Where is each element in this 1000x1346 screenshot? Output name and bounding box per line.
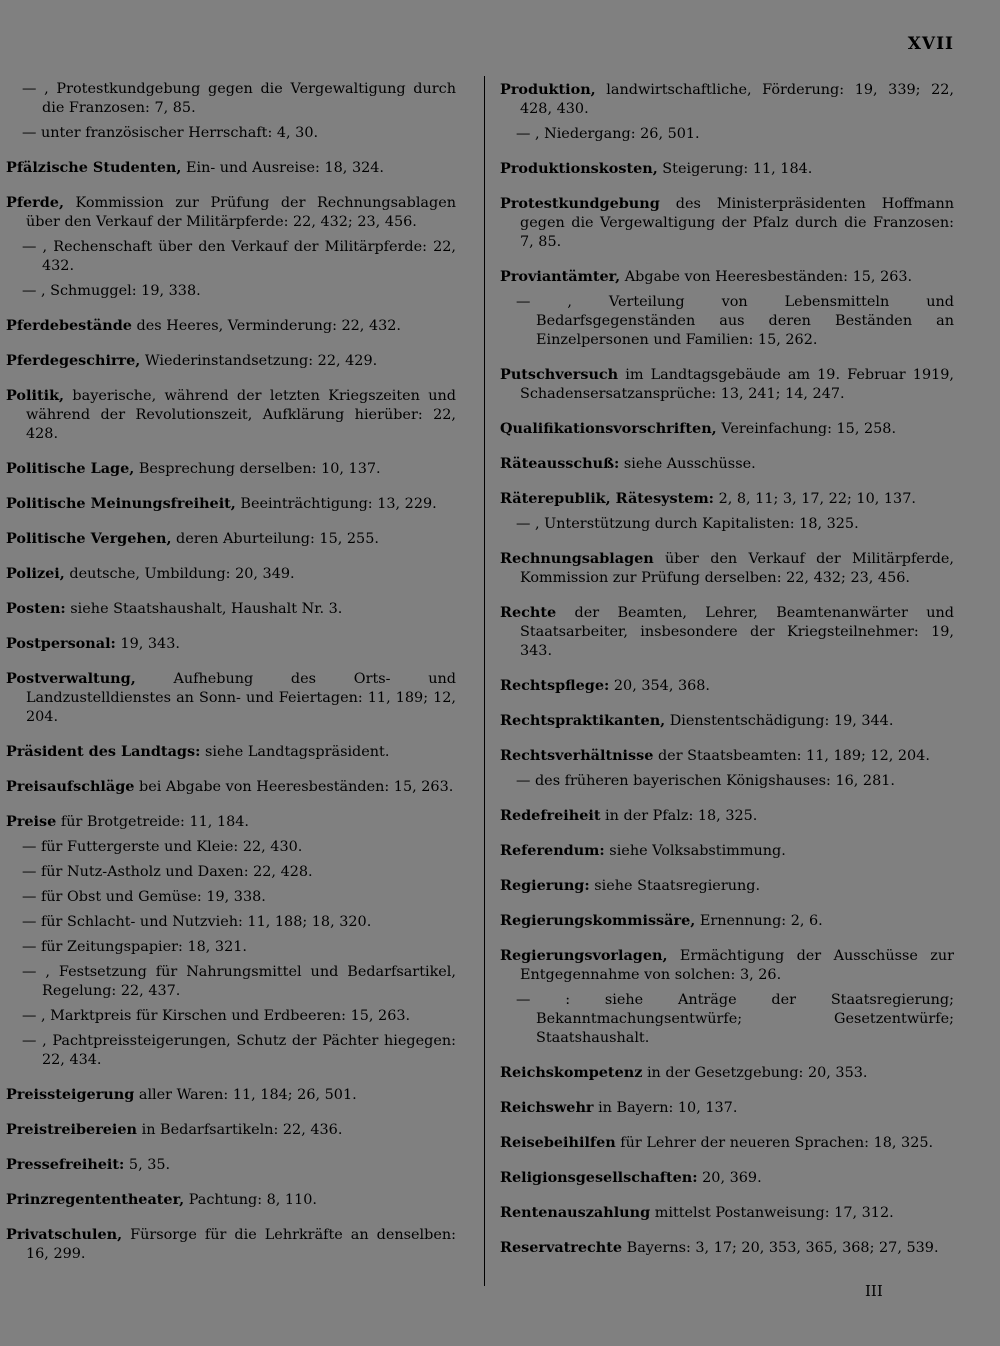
- entry-text: — , Pachtpreissteigerungen, Schutz der Pächter hiegegen: 22, 434.: [22, 1033, 456, 1068]
- index-entry: [6, 1085, 456, 1105]
- entry-text: Kommission zur Prüfung der Rechnungsablagen über den Verkauf der Militärpferde: 22, 432; 23, 456.: [26, 195, 456, 230]
- entry-text: — , Verteilung von Lebensmitteln und Bedarfsgegenständen aus deren Beständen an Einzelpersonen und Familien: 15, 262.: [516, 294, 954, 348]
- entry-text: Steigerung: 11, 184.: [657, 161, 813, 177]
- entry-headword: Polizei,: [6, 565, 65, 582]
- entry-text: Wiederinstandsetzung: 22, 429.: [140, 353, 378, 369]
- index-entry: [500, 841, 954, 861]
- page-number: XVII: [907, 34, 954, 54]
- index-entry: [6, 386, 456, 444]
- entry-text: 5, 35.: [124, 1157, 171, 1173]
- entry-text: Ernennung: 2, 6.: [695, 913, 823, 929]
- index-entry: [500, 80, 954, 119]
- index-entry: [6, 158, 456, 178]
- entry-headword: Regierungskommissäre,: [500, 912, 696, 929]
- index-entry: [6, 494, 456, 514]
- entry-text: deren Aburteilung: 15, 255.: [171, 531, 379, 547]
- entry-text: der Staatsbeamten: 11, 189; 12, 204.: [653, 748, 930, 764]
- entry-headword: Pfälzische Studenten,: [6, 159, 182, 176]
- entry-headword: Proviantämter,: [500, 268, 621, 285]
- entry-text: 19, 343.: [115, 636, 180, 652]
- index-subentry: [6, 80, 456, 118]
- entry-headword: Preistreibereien: [6, 1121, 138, 1138]
- index-entry: [500, 419, 954, 439]
- entry-text: siehe Volksabstimmung.: [604, 843, 786, 859]
- entry-headword: Preissteigerung: [6, 1086, 135, 1103]
- entry-text: Abgabe von Heeresbeständen: 15, 263.: [620, 269, 913, 285]
- index-entry: [6, 742, 456, 762]
- entry-headword: Reichswehr: [500, 1099, 594, 1116]
- index-entry: [500, 454, 954, 474]
- entry-text: über den Verkauf der Militärpferde, Kommission zur Prüfung derselben: 22, 432; 23, 456.: [520, 551, 954, 586]
- entry-text: — für Futtergerste und Kleie: 22, 430.: [22, 839, 303, 855]
- entry-headword: Prinzregententheater,: [6, 1191, 185, 1208]
- entry-text: Bayerns: 3, 17; 20, 353, 365, 368; 27, 539.: [622, 1240, 939, 1256]
- index-subentry: [6, 938, 456, 957]
- index-entry: [6, 529, 456, 549]
- entry-headword: Reservatrechte: [500, 1239, 623, 1256]
- index-entry: [6, 351, 456, 371]
- entry-headword: Reichskompetenz: [500, 1064, 643, 1081]
- index-entry: [500, 1133, 954, 1153]
- index-entry: [500, 267, 954, 287]
- index-entry: [500, 746, 954, 766]
- entry-headword: Rechtspflege:: [500, 677, 610, 694]
- entry-headword: Reisebeihilfen: [500, 1134, 616, 1151]
- entry-text: deutsche, Umbildung: 20, 349.: [64, 566, 295, 582]
- entry-text: — , Marktpreis für Kirschen und Erdbeeren: 15, 263.: [22, 1008, 411, 1024]
- entry-text: Ermächtigung der Ausschüsse zur Entgegennahme von solchen: 3, 26.: [520, 948, 954, 983]
- index-subentry: [500, 293, 954, 350]
- entry-text: siehe Ausschüsse.: [619, 456, 756, 472]
- index-subentry: [6, 863, 456, 882]
- entry-text: Pachtung: 8, 110.: [184, 1192, 317, 1208]
- index-subentry: [6, 963, 456, 1001]
- entry-text: siehe Staatsregierung.: [589, 878, 761, 894]
- entry-text: — , Schmuggel: 19, 338.: [22, 283, 201, 299]
- signature-mark: III: [865, 1282, 883, 1300]
- entry-text: für Lehrer der neueren Sprachen: 18, 325.: [615, 1135, 934, 1151]
- index-subentry: [6, 124, 456, 143]
- index-entry: [6, 316, 456, 336]
- entry-text: landwirtschaftliche, Förderung: 19, 339; 22, 428, 430.: [520, 82, 954, 117]
- index-entry: [6, 1225, 456, 1264]
- index-subentry: [6, 282, 456, 301]
- entry-headword: Postverwaltung,: [6, 670, 136, 687]
- entry-text: — , Niedergang: 26, 501.: [516, 126, 700, 142]
- index-entry: [6, 599, 456, 619]
- index-entry: [6, 634, 456, 654]
- entry-headword: Preise: [6, 813, 57, 830]
- entry-headword: Rechtsverhältnisse: [500, 747, 654, 764]
- entry-text: der Beamten, Lehrer, Beamtenanwärter und Staatsarbeiter, insbesondere der Kriegsteilnehmer: 19, 343.: [520, 605, 954, 659]
- entry-headword: Rechnungsablagen: [500, 550, 654, 567]
- entry-headword: Pferde,: [6, 194, 64, 211]
- entry-text: — , Protestkundgebung gegen die Vergewaltigung durch die Franzosen: 7, 85.: [22, 81, 456, 116]
- left-column: [6, 80, 456, 1264]
- index-entry: [500, 946, 954, 985]
- entry-headword: Politische Meinungsfreiheit,: [6, 495, 236, 512]
- column-divider: [484, 76, 485, 1286]
- index-entry: [500, 1238, 954, 1258]
- entry-headword: Produktion,: [500, 81, 596, 98]
- index-entry: [500, 603, 954, 661]
- entry-text: Besprechung derselben: 10, 137.: [134, 461, 381, 477]
- index-entry: [500, 911, 954, 931]
- entry-text: — , Unterstützung durch Kapitalisten: 18, 325.: [516, 516, 859, 532]
- entry-headword: Pferdebestände: [6, 317, 132, 334]
- entry-headword: Politische Lage,: [6, 460, 135, 477]
- entry-headword: Preisaufschläge: [6, 778, 135, 795]
- entry-headword: Referendum:: [500, 842, 605, 859]
- entry-text: des Heeres, Verminderung: 22, 432.: [131, 318, 401, 334]
- entry-text: 20, 369.: [697, 1170, 762, 1186]
- index-subentry: [6, 1032, 456, 1070]
- entry-headword: Putschversuch: [500, 366, 619, 383]
- entry-text: 20, 354, 368.: [609, 678, 711, 694]
- index-entry: [6, 564, 456, 584]
- entry-text: Fürsorge für die Lehrkräfte an denselben: 16, 299.: [26, 1227, 456, 1262]
- entry-text: bei Abgabe von Heeresbeständen: 15, 263.: [134, 779, 454, 795]
- index-subentry: [500, 125, 954, 144]
- right-column: [500, 80, 954, 1258]
- index-subentry: [6, 838, 456, 857]
- index-entry: [6, 459, 456, 479]
- entry-headword: Rechtspraktikanten,: [500, 712, 666, 729]
- entry-headword: Privatschulen,: [6, 1226, 123, 1243]
- entry-text: — , Festsetzung für Nahrungsmittel und Bedarfsartikel, Regelung: 22, 437.: [22, 964, 456, 999]
- index-subentry: [6, 1007, 456, 1026]
- index-entry: [6, 777, 456, 797]
- index-entry: [6, 1120, 456, 1140]
- index-entry: [500, 876, 954, 896]
- index-entry: [500, 365, 954, 404]
- entry-headword: Räterepublik, Rätesystem:: [500, 490, 714, 507]
- entry-headword: Posten:: [6, 600, 66, 617]
- index-entry: [6, 1190, 456, 1210]
- entry-headword: Qualifikationsvorschriften,: [500, 420, 717, 437]
- entry-text: Vereinfachung: 15, 258.: [716, 421, 897, 437]
- entry-headword: Produktionskosten,: [500, 160, 658, 177]
- entry-text: — : siehe Anträge der Staatsregierung; Bekanntmachungsentwürfe; Gesetzentwürfe; Staatshaushalt.: [516, 992, 954, 1046]
- entry-headword: Politische Vergehen,: [6, 530, 172, 547]
- entry-text: in Bedarfsartikeln: 22, 436.: [137, 1122, 343, 1138]
- entry-text: siehe Landtagspräsident.: [200, 744, 390, 760]
- entry-text: — für Schlacht- und Nutzvieh: 11, 188; 18, 320.: [22, 914, 372, 930]
- index-entry: [500, 1203, 954, 1223]
- entry-text: des Ministerpräsidenten Hoffmann gegen die Vergewaltigung der Pfalz durch die Franzosen: 7, 85.: [520, 196, 954, 250]
- index-entry: [500, 1098, 954, 1118]
- index-entry: [500, 676, 954, 696]
- index-entry: [500, 1168, 954, 1188]
- entry-text: bayerische, während der letzten Kriegszeiten und während der Revolutionszeit, Aufklärung hierüber: 22, 428.: [26, 388, 456, 442]
- entry-headword: Regierung:: [500, 877, 590, 894]
- entry-headword: Rentenauszahlung: [500, 1204, 651, 1221]
- index-subentry: [500, 991, 954, 1048]
- entry-headword: Protestkundgebung: [500, 195, 660, 212]
- index-entry: [500, 194, 954, 252]
- entry-headword: Pferdegeschirre,: [6, 352, 141, 369]
- entry-text: 2, 8, 11; 3, 17, 22; 10, 137.: [714, 491, 916, 507]
- entry-text: — für Obst und Gemüse: 19, 338.: [22, 889, 266, 905]
- index-entry: [500, 159, 954, 179]
- entry-headword: Regierungsvorlagen,: [500, 947, 668, 964]
- entry-text: siehe Staatshaushalt, Haushalt Nr. 3.: [65, 601, 343, 617]
- index-entry: [500, 806, 954, 826]
- index-entry: [6, 1155, 456, 1175]
- index-subentry: [500, 772, 954, 791]
- entry-text: Beeinträchtigung: 13, 229.: [235, 496, 437, 512]
- index-entry: [6, 812, 456, 832]
- entry-headword: Postpersonal:: [6, 635, 116, 652]
- entry-headword: Politik,: [6, 387, 65, 404]
- entry-headword: Präsident des Landtags:: [6, 743, 201, 760]
- entry-headword: Pressefreiheit:: [6, 1156, 125, 1173]
- index-subentry: [6, 888, 456, 907]
- entry-text: Ein- und Ausreise: 18, 324.: [181, 160, 384, 176]
- entry-text: — des früheren bayerischen Königshauses: 16, 281.: [516, 773, 895, 789]
- index-entry: [6, 669, 456, 727]
- entry-headword: Rechte: [500, 604, 557, 621]
- entry-text: Aufhebung des Orts- und Landzustelldienstes an Sonn- und Feiertagen: 11, 189; 12, 204.: [26, 671, 456, 725]
- index-entry: [6, 193, 456, 232]
- entry-text: — unter französischer Herrschaft: 4, 30.: [22, 125, 319, 141]
- index-entry: [500, 711, 954, 731]
- entry-headword: Religionsgesellschaften:: [500, 1169, 698, 1186]
- entry-text: — , Rechenschaft über den Verkauf der Militärpferde: 22, 432.: [22, 239, 456, 274]
- index-entry: [500, 1063, 954, 1083]
- entry-text: aller Waren: 11, 184; 26, 501.: [134, 1087, 357, 1103]
- entry-text: im Landtagsgebäude am 19. Februar 1919, Schadensersatzansprüche: 13, 241; 14, 247.: [520, 367, 954, 402]
- entry-text: — für Zeitungspapier: 18, 321.: [22, 939, 247, 955]
- index-subentry: [6, 238, 456, 276]
- entry-text: Dienstentschädigung: 19, 344.: [665, 713, 894, 729]
- index-subentry: [6, 913, 456, 932]
- entry-text: für Brotgetreide: 11, 184.: [56, 814, 249, 830]
- entry-text: — für Nutz-Astholz und Daxen: 22, 428.: [22, 864, 313, 880]
- index-entry: [500, 549, 954, 588]
- index-entry: [500, 489, 954, 509]
- entry-headword: Räteausschuß:: [500, 455, 620, 472]
- entry-text: in der Pfalz: 18, 325.: [600, 808, 758, 824]
- entry-text: in der Gesetzgebung: 20, 353.: [642, 1065, 868, 1081]
- index-subentry: [500, 515, 954, 534]
- entry-text: mittelst Postanweisung: 17, 312.: [650, 1205, 894, 1221]
- entry-text: in Bayern: 10, 137.: [593, 1100, 738, 1116]
- entry-headword: Redefreiheit: [500, 807, 601, 824]
